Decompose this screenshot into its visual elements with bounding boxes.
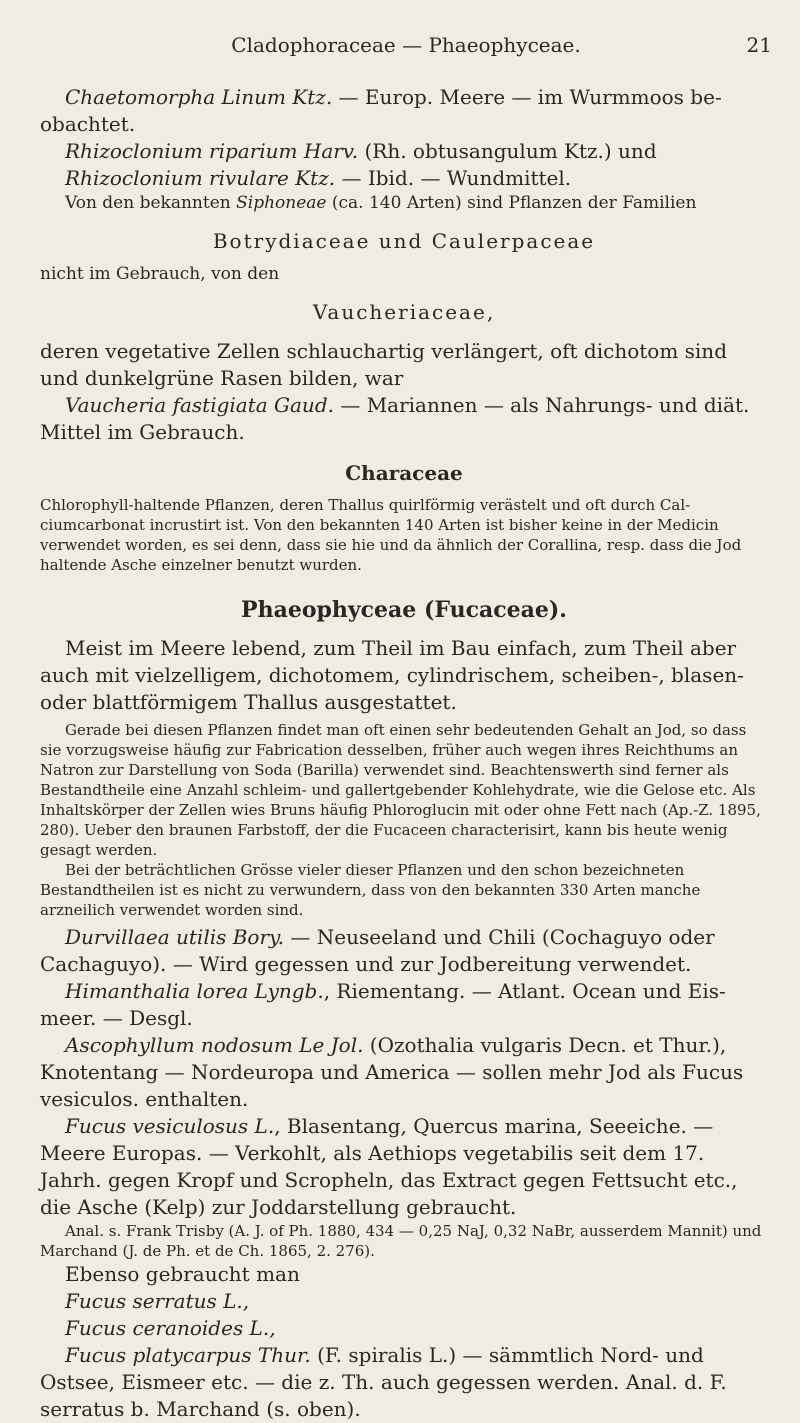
- species-name: Durvillaea utilis Bory.: [65, 925, 285, 949]
- entry-vaucheria: [40, 392, 768, 446]
- also-used-line: Ebenso gebraucht man: [65, 1262, 300, 1286]
- entry-text: (F. spiralis L.) — sämmtlich Nord- und Ostsee, Eismeer etc. — die z. Th. auch gegessen werden. Anal. d. F. serratus b. Marchand (s. oben).: [40, 1343, 727, 1421]
- heading-botrydiaceae: Botrydiaceae und Caulerpaceae: [212, 229, 596, 253]
- note-text: (ca. 140 Arten) sind Pflanzen der Familien: [326, 193, 697, 213]
- entry-text: , Riementang. — Atlant. Ocean und Eismeer. — Desgl.: [40, 979, 726, 1030]
- page-number: 21: [746, 33, 772, 57]
- species-name: Ascophyllum nodosum Le Jol.: [65, 1033, 364, 1057]
- entry-text: , Blasentang, Quercus marina, Seeeiche. — Meere Europas. — Verkohlt, als Aethiops vegetabilis seit dem 17. Jahrh. gegen Kropf und Scropheln, das Extract gegen Fettsucht etc., die Asche (Kelp) zur Joddarstellung gebraucht.: [40, 1114, 738, 1219]
- note-not-used: nicht im Gebrauch, von den: [40, 264, 280, 284]
- species-name: Rhizoclonium rivulare Ktz.: [65, 166, 336, 190]
- entry-fucus-ceranoides: Fucus ceranoides L.,: [65, 1316, 276, 1340]
- species-name: Vaucheria fastigiata Gaud.: [65, 393, 334, 417]
- entry-chaetomorpha: [40, 84, 768, 138]
- heading-phaeophyceae: Phaeophyceae (Fucaceae).: [241, 597, 567, 623]
- entry-text: (Ozothalia vulgaris Decn. et Thur.), Knotentang — Nordeuropa und America — sollen mehr Jod als Fucus vesiculos. enthalten.: [40, 1033, 744, 1111]
- species-name: Chaetomorpha Linum Ktz.: [65, 85, 333, 109]
- entry-text: — Mariannen — als Nahrungs- und diät. Mittel im Gebrauch.: [40, 393, 750, 444]
- entry-ascophyllum: [40, 1032, 768, 1113]
- entry-himanthalia: [40, 978, 768, 1032]
- group-name: Siphoneae: [236, 193, 327, 213]
- species-name: Rhizoclonium riparium Harv.: [65, 139, 359, 163]
- characeae-description: Chlorophyll-haltende Pflanzen, deren Thallus quirlförmig verästelt und oft durch Calciumcarbonat incrustirt ist. Von den bekannten 140 Arten ist bisher keine in der Medicin verwendet worden, es sei denn, dass sie hie und da ähnlich der Corallina, resp. dass die Jod haltende Asche einzelner benutzt wurden.: [40, 496, 742, 574]
- species-count-note: Bei der beträchtlichen Grösse vieler dieser Pflanzen und den schon bezeichneten Bestandtheilen ist es nicht zu verwundern, dass von den bekannten 330 Arten manche arzneilich verwendet worden sind.: [40, 861, 701, 919]
- entry-durvillaea: [40, 924, 768, 978]
- note-text: Von den bekannten: [65, 193, 237, 213]
- heading-characeae: Characeae: [345, 461, 463, 485]
- heading-vaucheriaceae: Vaucheriaceae,: [312, 300, 496, 324]
- entry-fucus-serratus: Fucus serratus L.,: [65, 1289, 250, 1313]
- species-name: Himanthalia lorea Lyngb.: [65, 979, 324, 1003]
- page-body: [40, 84, 768, 1423]
- species-name: Fucus platycarpus Thur.: [65, 1343, 311, 1367]
- entry-text: — Neuseeland und Chili (Cochaguyo oder Cachaguyo). — Wird gegessen und zur Jodbereitung verwendet.: [40, 925, 715, 976]
- entry-rhizoclonium-riparium: [40, 138, 768, 165]
- entry-fucus-platycarpus: [40, 1342, 768, 1423]
- entry-rhizoclonium-rivulare: [40, 165, 768, 192]
- entry-text: (Rh. obtusangulum Ktz.) und: [358, 139, 657, 163]
- analysis-reference: Anal. s. Frank Trisby (A. J. of Ph. 1880, 434 — 0,25 NaJ, 0,32 NaBr, ausserdem Mannit) und Marchand (J. de Ph. et de Ch. 1865, 2. 276).: [40, 1222, 762, 1260]
- phaeophyceae-description: Meist im Meere lebend, zum Theil im Bau einfach, zum Theil aber auch mit vielzelligem, dichotomem, cylindrischem, scheiben-, blasen- oder blattförmigem Thallus ausgestattet.: [40, 636, 744, 714]
- running-title: Cladophoraceae — Phaeophyceae.: [231, 33, 581, 57]
- entry-text: — Europ. Meere — im Wurmmoos beobachtet.: [40, 85, 722, 136]
- iodine-note: Gerade bei diesen Pflanzen findet man oft einen sehr bedeutenden Gehalt an Jod, so dass sie vorzugsweise häufig zur Fabrication desselben, früher auch wegen ihres Reichthums an Natron zur Darstellung von Soda (Barilla) verwendet sind. Beachtenswerth sind ferner als Bestandtheile eine Anzahl schleim- und gallertgebender Kohlehydrate, wie die Gelose etc. Als Inhaltskörper der Zellen wies Bruns häufig Phloroglucin mit oder ohne Fett nach (Ap.-Z. 1895, 280). Ueber den braunen Farbstoff, der die Fucaceen characterisirt, kann bis heute wenig gesagt werden.: [40, 721, 761, 859]
- running-header: [40, 30, 772, 60]
- entry-fucus-vesiculosus: [40, 1113, 768, 1221]
- vaucheriaceae-description: deren vegetative Zellen schlauchartig verlängert, oft dichotom sind und dunkelgrüne Rasen bilden, war: [40, 339, 727, 390]
- species-name: Fucus vesiculosus L.: [65, 1114, 275, 1138]
- siphoneae-note: [40, 192, 768, 214]
- entry-text: — Ibid. — Wundmittel.: [335, 166, 572, 190]
